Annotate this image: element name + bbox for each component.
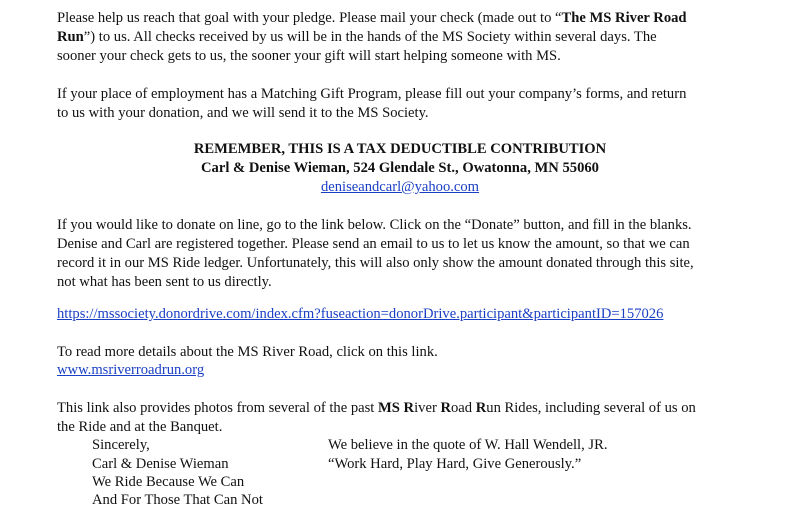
paragraph-4-line-1: To read more details about the MS River Road, click on this link. <box>57 344 438 360</box>
website-line <box>57 361 204 380</box>
website-link[interactable]: www.msriverroadrun.org <box>57 362 205 378</box>
paragraph-3-line-1: If you would like to donate on line, go to the link below. Click on the “Donate” button, and fill in the blanks. <box>57 217 692 233</box>
quote-intro: We believe in the quote of W. Hall Wendell, JR. <box>328 437 608 453</box>
bold-segment: R <box>440 400 451 416</box>
donate-link-line <box>57 305 663 324</box>
tax-deductible-heading <box>57 140 743 159</box>
paragraph-1-line-3: sooner your check gets to us, the sooner your gift will start helping someone with MS. <box>57 48 561 64</box>
event-name-bold: Run <box>57 29 84 45</box>
bold-segment: R <box>475 400 487 416</box>
text-segment: un <box>486 400 501 416</box>
paragraph-5-line-2: the Ride and at the Banquet. <box>57 419 223 435</box>
paragraph-2-line-1: If your place of employment has a Matching Gift Program, please fill out your company’s forms, and return <box>57 86 687 102</box>
donate-link[interactable]: https://mssociety.donordrive.com/index.cfm?fuseaction=donorDrive.participant&participantID=157026 <box>57 306 664 322</box>
event-name-bold: The MS River Road <box>561 10 687 26</box>
quote-text: “Work Hard, Play Hard, Give Generously.” <box>328 456 582 472</box>
paragraph-3-line-2: Denise and Carl are registered together. Please send an email to us to let us know the amount, so that we can <box>57 236 690 252</box>
text-segment: Please help us reach that goal with your pledge. Please mail your check (made out to “ <box>57 10 562 26</box>
address-text: Carl & Denise Wieman, 524 Glendale St., Owatonna, MN 55060 <box>201 160 599 176</box>
text-segment: oad <box>451 400 476 416</box>
heading-text: REMEMBER, THIS IS A TAX DEDUCTIBLE CONTRIBUTION <box>193 141 607 157</box>
paragraph-1-line-1 <box>57 9 687 28</box>
bold-segment: MS R <box>378 400 415 416</box>
paragraph-3-line-4: not what has been sent to us directly. <box>57 274 272 290</box>
paragraph-1-line-2 <box>57 28 657 47</box>
closing-names: Carl & Denise Wieman <box>92 456 229 472</box>
paragraph-3-line-3: record it in our MS Ride ledger. Unfortunately, this will also only show the amount donated through this site, <box>57 255 694 271</box>
email-line <box>57 178 743 197</box>
mailing-address <box>57 159 743 178</box>
closing-sincerely: Sincerely, <box>92 437 150 453</box>
email-link[interactable]: deniseandcarl@yahoo.com <box>320 179 480 195</box>
closing-for-those: And For Those That Can Not <box>92 492 263 508</box>
paragraph-5-line-1 <box>57 399 696 418</box>
text-segment: iver <box>414 400 441 416</box>
text-segment: This link also provides photos from several of the past <box>57 400 379 416</box>
text-segment: Rides, including several of us on <box>500 400 696 416</box>
text-segment: ”) to us. All checks received by us will be in the hands of the MS Society within several days. The <box>83 29 657 45</box>
paragraph-2-line-2: to us with your donation, and we will send it to the MS Society. <box>57 105 429 121</box>
closing-ride-because: We Ride Because We Can <box>92 474 245 490</box>
